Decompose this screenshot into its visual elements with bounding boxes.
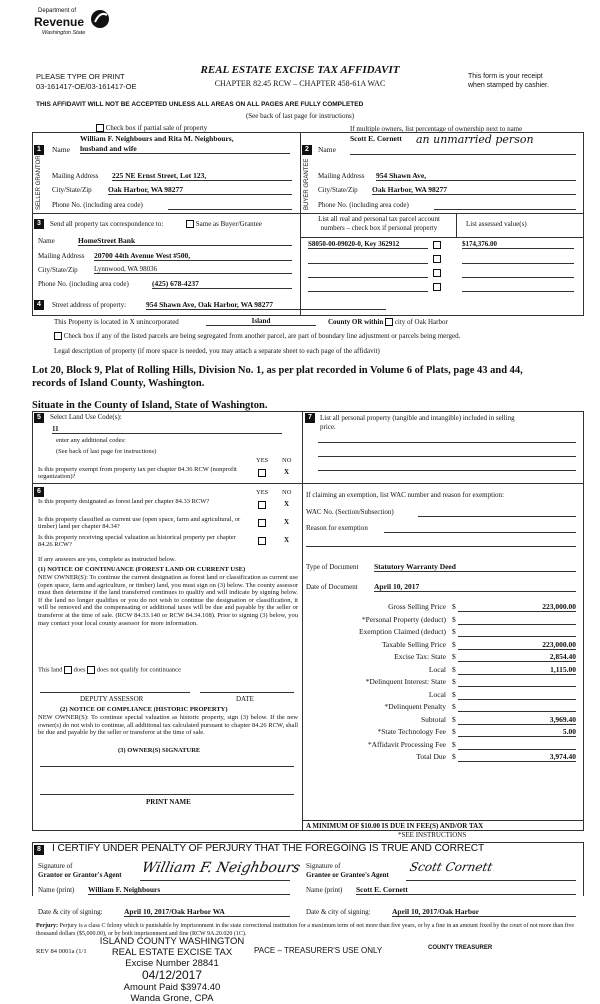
grantee-sig-of: Signature of (306, 862, 341, 870)
parcel-2-checkbox[interactable] (433, 255, 441, 263)
sec5-see-back: (See back of last page for instructions) (56, 448, 157, 455)
see-instructions-note: *SEE INSTRUCTIONS (398, 831, 467, 839)
current-use-question: Is this property classified as current use (open space, farm and agricultural, or timber) land per chapter 84.34? (38, 516, 241, 530)
forest-question: Is this property designated as forest land per chapter 84.33 RCW? (38, 498, 210, 505)
parcel-line-4 (308, 291, 428, 292)
tax-line-label: Total Due (416, 752, 446, 761)
land-use-code[interactable]: 11 (52, 425, 282, 434)
legal-description-2: records of Island County, Washington. (32, 378, 205, 389)
corr-mailing[interactable]: 20700 44th Avenue West #500, (94, 251, 292, 261)
does-label: does (73, 666, 86, 674)
street-address[interactable]: 954 Shawn Ave, Oak Harbor, WA 98277 (146, 300, 386, 310)
personal-line-2[interactable] (318, 456, 576, 457)
grantee-print-name[interactable]: Scott E. Cornett (356, 885, 576, 895)
tax-line-dollar: $ (452, 752, 456, 761)
tax-line-dollar: $ (452, 664, 456, 674)
type-or-print: PLEASE TYPE OR PRINT (36, 72, 125, 81)
located-label: This Property is located in X unincorporated (54, 318, 179, 326)
date-line (200, 692, 294, 693)
land-use-label: Select Land Use Code(s): (50, 413, 122, 421)
section-7-badge: 7 (305, 413, 315, 423)
section-6-badge: 6 (34, 487, 44, 497)
parcel-header-divider (456, 213, 457, 237)
tax-line-value[interactable]: 2,854.40 (549, 652, 576, 661)
grantee-signature-line (406, 880, 576, 881)
tax-line-dollar: $ (452, 689, 456, 699)
historic-no-mark[interactable]: X (284, 536, 290, 544)
tax-line-label: *State Technology Fee (377, 727, 446, 736)
tax-line-dollar: $ (452, 652, 456, 661)
continuance-row (38, 666, 181, 674)
tax-line-label: Taxable Selling Price (381, 639, 446, 649)
grantor-signature[interactable]: William F. Neighbours (140, 860, 302, 876)
stamp-line-5: Amount Paid $3974.40 (123, 982, 221, 993)
grantee-signature[interactable]: Scott Cornett (408, 860, 494, 874)
buyer-city[interactable]: Oak Harbor, WA 98277 (372, 185, 576, 195)
personal-property-label-2: price. (320, 423, 336, 431)
county-treasurer-label: COUNTY TREASURER (428, 945, 493, 951)
doc-date-value[interactable]: April 10, 2017 (374, 582, 576, 592)
tax-line-dollar: $ (452, 739, 456, 749)
buyer-name-label: Name (318, 145, 336, 154)
doc-type-label: Type of Document (306, 563, 359, 571)
buyer-mailing[interactable]: 954 Shawn Ave, (376, 171, 576, 181)
grantor-date-label: Date & city of signing: (38, 908, 103, 916)
buyer-city-label: City/State/Zip (318, 186, 358, 194)
tax-line-underline (458, 674, 576, 675)
stamp-line-1: ISLAND COUNTY WASHINGTON (99, 936, 245, 947)
sec6-yes: YES (256, 489, 269, 496)
section-5-badge: 5 (34, 413, 44, 423)
dor-logo (34, 8, 124, 42)
assessed-line-3 (462, 277, 574, 278)
parcel-line-2 (308, 263, 428, 264)
tax-line-underline (458, 649, 576, 650)
see-back-instructions: (See back of last page for instructions) (245, 112, 355, 120)
exemption-label: If claiming an exemption, list WAC number and reason for exemption: (306, 491, 504, 499)
sec5-yes: YES (256, 457, 269, 464)
deputy-line (40, 692, 190, 693)
current-use-yes-checkbox[interactable] (258, 519, 266, 527)
buyer-mailing-label: Mailing Address (318, 172, 365, 180)
tax-line-dollar: $ (452, 727, 456, 736)
parcel-header-2: numbers – check box if personal property (320, 224, 438, 232)
grantor-print-name[interactable]: William F. Neighbours (88, 885, 290, 895)
treasurer-stamp (94, 936, 250, 1004)
tax-line-dollar: $ (452, 702, 456, 711)
county-label: County OR within (328, 318, 384, 326)
tax-line-dollar: $ (452, 639, 456, 649)
dor-logo-line2: Revenue (34, 15, 85, 29)
tax-line-label: Exemption Claimed (deduct) (358, 627, 446, 636)
buyer-handwritten-note: an unmarried person (416, 133, 534, 146)
segregated-label: Check box if any of the listed parcels are being segregated from another parcel, are part of boundary line adjustment or parcels being merged. (63, 332, 461, 340)
wac-line[interactable] (418, 516, 576, 517)
tax-line-value[interactable]: 5.00 (562, 727, 576, 736)
tax-line-underline (458, 661, 576, 662)
tax-line-underline (458, 736, 576, 737)
minimum-fee-note: A MINIMUM OF $10.00 IS DUE IN FEE(S) AND/OR TAX (306, 822, 484, 830)
sec5-bottom (32, 483, 302, 484)
form-code: 03-161417-OE/03-161417-OE (36, 82, 137, 91)
city-label: city of Oak Harbor (394, 318, 448, 326)
tax-line-label: Local (428, 664, 446, 674)
multiple-owners-note: If multiple owners, list percentage of ownership next to name (350, 125, 523, 133)
sec7-personal-bottom (302, 483, 584, 484)
this-land-label: This land (38, 666, 63, 674)
tax-line-underline (458, 711, 576, 712)
parcel-4-checkbox[interactable] (433, 283, 441, 291)
parcel-number[interactable]: S8050-00-09020-0, Key 362912 (308, 240, 428, 249)
deputy-assessor-label: DEPUTY ASSESSOR (80, 695, 144, 703)
grantee-agent-label: Grantee or Grantee's Agent (306, 871, 389, 879)
acceptance-warning: THIS AFFIDAVIT WILL NOT BE ACCEPTED UNLESS ALL AREAS ON ALL PAGES ARE FULLY COMPLETED (36, 101, 364, 108)
lower-divider (302, 411, 303, 831)
stamp-line-2: REAL ESTATE EXCISE TAX (111, 947, 233, 958)
tax-line-dollar: $ (452, 714, 456, 724)
perjury-label: Perjury: (36, 923, 58, 929)
tax-line-label: Excise Tax: State (394, 652, 446, 661)
assessor-date-label: DATE (236, 695, 254, 703)
segregated-row (54, 332, 584, 340)
tax-line-value[interactable]: 1,115.00 (550, 664, 576, 674)
corr-city-label: City/State/Zip (38, 266, 78, 274)
personal-line-3[interactable] (318, 470, 576, 471)
assessed-header: List assessed value(s) (466, 220, 527, 228)
parties-divider (300, 132, 301, 316)
parcel-header-1: List all real and personal tax parcel account (318, 215, 440, 223)
parcel-header-line (300, 237, 584, 238)
reason-line-1[interactable] (384, 532, 576, 533)
tax-line-underline (458, 749, 576, 750)
print-name-label: PRINT NAME (146, 798, 191, 806)
perjury-text: Perjury is a class C felony which is punishable by imprisonment in the state correctional institution for a maximum term of not more than five years, or by a fine in an amount fixed by the court of not more than five thousand dollars ($5,000.00), or by both imprisonment and fine (RCW 9A.20.020 (1C). (36, 923, 575, 937)
grantor-sig-of: Signature of (38, 862, 73, 870)
sec5-no: NO (282, 457, 292, 464)
seller-name-2[interactable]: husband and wife (80, 144, 290, 154)
seller-phone[interactable] (168, 209, 292, 210)
exempt-question: Is this property exempt from property tax per chapter 84.36 RCW (nonprofit organization)? (38, 466, 237, 480)
owner-signature-label: (3) OWNER(S) SIGNATURE (118, 747, 201, 754)
tax-line-dollar: $ (452, 677, 456, 686)
does-not-checkbox[interactable] (87, 666, 95, 674)
tax-line-value[interactable]: 223,000.00 (542, 602, 576, 611)
tax-line-underline (458, 761, 576, 762)
grantor-agent-label: Grantor or Grantor's Agent (38, 871, 122, 879)
tax-line-label: Gross Selling Price (388, 602, 446, 611)
assessed-line-2 (462, 263, 574, 264)
assessed-line-4 (462, 291, 574, 292)
personal-line-1[interactable] (318, 442, 576, 443)
dor-logo-line3: Washington State (42, 30, 86, 36)
owner-signature-line[interactable] (40, 766, 294, 767)
seller-side-label: SELLER GRANTOR (36, 155, 42, 210)
county-value[interactable]: Island (206, 317, 316, 326)
grantor-date-city[interactable]: April 10, 2017/Oak Harbor WA (124, 907, 290, 917)
print-name-line[interactable] (40, 794, 294, 795)
exempt-no-mark[interactable]: X (284, 468, 290, 476)
parties-hdivider (32, 213, 584, 214)
segregated-checkbox[interactable] (54, 332, 62, 340)
same-as-row (186, 220, 262, 228)
receipt-note-2: when stamped by cashier. (468, 82, 549, 89)
section-3-badge: 3 (34, 219, 44, 229)
correspondence-intro: Send all property tax correspondence to: (50, 220, 164, 228)
grantee-name-label: Name (print) (306, 886, 343, 894)
tax-line-value[interactable]: 3,969.40 (549, 714, 576, 724)
current-use-no-mark[interactable]: X (284, 518, 290, 526)
historic-question: Is this property receiving special valuation as historical property per chapter 84.26 RCW? (38, 534, 236, 548)
corr-name-label: Name (38, 237, 55, 245)
stamp-line-6: Wanda Grone, CPA (130, 993, 214, 1004)
seller-city[interactable]: Oak Harbor, WA 98277 (108, 185, 292, 195)
tax-line-label: *Affidavit Processing Fee (367, 739, 446, 749)
corr-phone-label: Phone No. (including area code) (38, 280, 129, 288)
does-checkbox[interactable] (64, 666, 72, 674)
stamp-line-4: 04/12/2017 (141, 968, 203, 982)
street-label: Street address of property: (52, 301, 127, 309)
dor-logo-mark-icon (88, 8, 112, 30)
same-as-buyer-checkbox[interactable] (186, 220, 194, 228)
buyer-phone[interactable] (434, 209, 576, 210)
tax-line-underline (458, 686, 576, 687)
county-or-city-row (328, 318, 448, 326)
wac-label: WAC No. (Section/Subsection) (306, 508, 394, 516)
parcel-1-checkbox[interactable] (433, 241, 441, 249)
tax-line-dollar: $ (452, 627, 456, 636)
certify-statement: I CERTIFY UNDER PENALTY OF PERJURY THAT THE FOREGOING IS TRUE AND CORRECT (52, 843, 485, 854)
tax-line-label: *Delinquent Interest: State (365, 677, 446, 686)
tax-line-dollar: $ (452, 602, 456, 611)
forest-no-mark[interactable]: X (284, 500, 290, 508)
dor-logo-line1: Department of (38, 8, 77, 14)
corr-city[interactable]: Lynnwood, WA 98036 (94, 265, 292, 274)
sec7-bottom (302, 820, 584, 821)
tax-line-underline (458, 699, 576, 700)
seller-mailing-label: Mailing Address (52, 172, 99, 180)
forest-yes-checkbox[interactable] (258, 501, 266, 509)
tax-line-label: Subtotal (420, 714, 446, 724)
additional-codes-label: enter any additional codes: (56, 437, 126, 444)
tax-line-underline (458, 611, 576, 612)
stamp-line-3: Excise Number 28841 (125, 958, 219, 969)
tax-line-value[interactable]: 3,974.40 (549, 752, 576, 761)
tax-line-label: Local (428, 689, 446, 699)
corr-mailing-label: Mailing Address (38, 252, 85, 260)
tax-line-label: *Personal Property (deduct) (361, 614, 446, 624)
tax-line-underline (458, 724, 576, 725)
rev-code: REV 84 0001a (1/1 (36, 948, 87, 955)
notice2-title: (2) NOTICE OF COMPLIANCE (HISTORIC PROPERTY) (60, 706, 228, 713)
seller-city-label: City/State/Zip (52, 186, 92, 194)
partial-sale-label: Check box if partial sale of property (105, 124, 208, 132)
form-title: REAL ESTATE EXCISE TAX AFFIDAVIT (200, 64, 400, 76)
corr-name[interactable]: HomeStreet Bank (78, 236, 292, 246)
legal-description-1: Lot 20, Block 9, Plat of Rolling Hills, Division No. 1, as per plat recorded in Volume 6 of Plats, page 43 and 44, (32, 365, 523, 376)
historic-yes-checkbox[interactable] (258, 537, 266, 545)
city-checkbox[interactable] (385, 318, 393, 326)
reason-line-2[interactable] (306, 546, 576, 547)
does-not-label: does not qualify for continuance (96, 666, 181, 674)
seller-phone-label: Phone No. (including area code) (52, 201, 143, 209)
tax-line-underline (458, 636, 576, 637)
exempt-yes-checkbox[interactable] (258, 469, 266, 477)
doc-date-label: Date of Document (306, 583, 358, 591)
assessed-value[interactable]: $174,376.00 (462, 240, 574, 249)
situate-text: Situate in the County of Island, State of Washington. (32, 400, 268, 411)
section-2-badge: 2 (302, 145, 312, 155)
parcel-line-3 (308, 277, 428, 278)
notice1-body: NEW OWNER(S): To continue the current designation as forest land or classification as current use (open space, farm and agriculture, or timber) land, you must sign on (3) below. The county assessor must then determine if the land transferred continues to qualify and will indicate by signing below. If the land no longer qualifies or you do not wish to continue the designation or classification, it will be removed and the compensating or additional taxes will be due and payable by the seller or transferor at the time of sale. (RCW 84.33.140 or RCW 84.34.108). Prior to signing (3) below, you may contact your local county assessor for more information. (38, 574, 298, 627)
notice2-body: NEW OWNER(S): To continue special valuation as historic property, sign (3) below. If the new owner(s) do not wish to continue, all additional tax calculated pursuant to chapter 84.26 RCW, shall be due and payable by the seller or transferor at the time of sale. (38, 714, 298, 737)
if-yes-note: If any answers are yes, complete as instructed below. (38, 556, 176, 563)
tax-line-underline (458, 624, 576, 625)
receipt-note-1: This form is your receipt (468, 73, 543, 80)
personal-property-label-1: List all personal property (tangible and intangible) included in selling (320, 414, 515, 422)
seller-mailing[interactable]: 225 NE Ernst Street, Lot 123, (112, 171, 292, 181)
grantor-signature-line (140, 880, 290, 881)
treasurer-use-label: PACE – TREASURER'S USE ONLY (254, 946, 383, 955)
seller-name-1[interactable]: William F. Neighbours and Rita M. Neighbours, (80, 134, 234, 143)
legal-label: Legal description of property (if more space is needed, you may attach a separate sheet to each page of the affidavit) (54, 347, 380, 355)
seller-name-label: Name (52, 145, 70, 154)
notice1-title: (1) NOTICE OF CONTINUANCE (FOREST LAND OR CURRENT USE) (38, 566, 246, 573)
section-1-badge: 1 (34, 145, 44, 155)
buyer-name-line (350, 154, 576, 155)
doc-type-value[interactable]: Statutory Warranty Deed (374, 562, 576, 572)
tax-line-value[interactable]: 223,000.00 (542, 639, 576, 649)
buyer-name[interactable]: Scott E. Cornett (350, 134, 402, 143)
buyer-phone-label: Phone No. (including area code) (318, 201, 409, 209)
corr-phone[interactable]: (425) 678-4237 (152, 279, 292, 289)
reason-label: Reason for exemption (306, 524, 368, 532)
section-8-badge: 8 (34, 845, 44, 855)
form-chapter: CHAPTER 82.45 RCW – CHAPTER 458-61A WAC (214, 79, 386, 88)
sec6-no: NO (282, 489, 292, 496)
grantee-date-city[interactable]: April 10, 2017/Oak Harbor (392, 907, 576, 917)
buyer-side-label: BUYER GRANTEE (304, 158, 310, 210)
grantor-name-label: Name (print) (38, 886, 75, 894)
same-as-buyer-label: Same as Buyer/Grantee (195, 220, 262, 228)
grantee-date-label: Date & city of signing: (306, 908, 371, 916)
tax-line-label: *Delinquent Penalty (384, 702, 446, 711)
section-4-badge: 4 (34, 300, 44, 310)
tax-line-dollar: $ (452, 614, 456, 624)
parcel-3-checkbox[interactable] (433, 269, 441, 277)
